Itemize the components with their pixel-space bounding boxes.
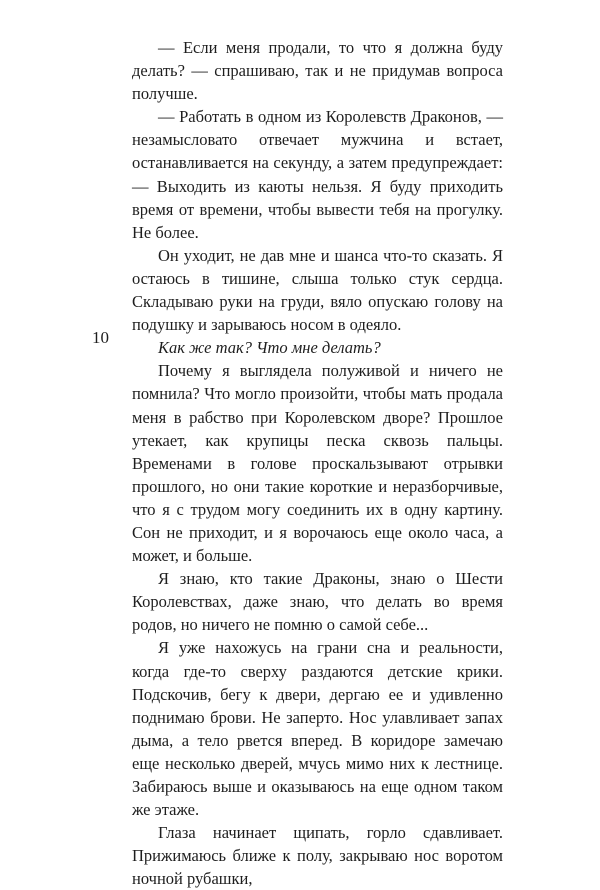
paragraph-7: Я уже нахожусь на грани сна и реальности, когда где-то сверху раздаются детские крики. Подскочив, бегу к двери, дергаю ее и удивленно поднимаю брови. Не заперто. Нос улавливает запах дыма, а тело рвется вперед. В коридоре замечаю еще несколько дверей, мчусь мимо них к лестнице. Забираюсь выше и оказываюсь на еще одном таком же этаже. <box>132 638 503 820</box>
paragraph-4-italic-thought: Как же так? Что мне делать? <box>158 338 381 358</box>
paragraph-2: — Работать в одном из Королевств Драконов, — незамысловато отвечает мужчина и встает, останавливается на секунду, а затем предупреждает: — Выходить из каюты нельзя. Я буду приходить время от времени, чтобы вывести тебя на прогулку. Не более. <box>132 107 503 242</box>
body-text <box>132 36 503 890</box>
page-number: 10 <box>92 328 109 347</box>
paragraph-6: Я знаю, кто такие Драконы, знаю о Шести Королевствах, даже знаю, что делать во время родов, но ничего не помню о самой себе... <box>132 569 503 635</box>
paragraph-8: Глаза начинает щипать, горло сдавливает. Прижимаюсь ближе к полу, закрываю нос воротом ночной рубашки, <box>132 823 503 889</box>
paragraph-3: Он уходит, не дав мне и шанса что-то сказать. Я остаюсь в тишине, слыша только стук сердца. Складываю руки на груди, вяло опускаю голову на подушку и зарываюсь носом в одеяло. <box>132 245 503 335</box>
paragraph-1: — Если меня продали, то что я должна буду делать? — спрашиваю, так и не придумав вопроса получше. <box>132 38 503 104</box>
paragraph-5: Почему я выглядела полуживой и ничего не помнила? Что могло произойти, чтобы мать продала меня в рабство при Королевском дворе? Прошлое утекает, как крупицы песка сквозь пальцы. Временами в голове проскальзывают отрывки прошлого, но они такие короткие и неразборчивые, что я с трудом могу соединить их в одну картину. Сон не приходит, и я ворочаюсь еще около часа, а может, и больше. <box>132 361 503 566</box>
